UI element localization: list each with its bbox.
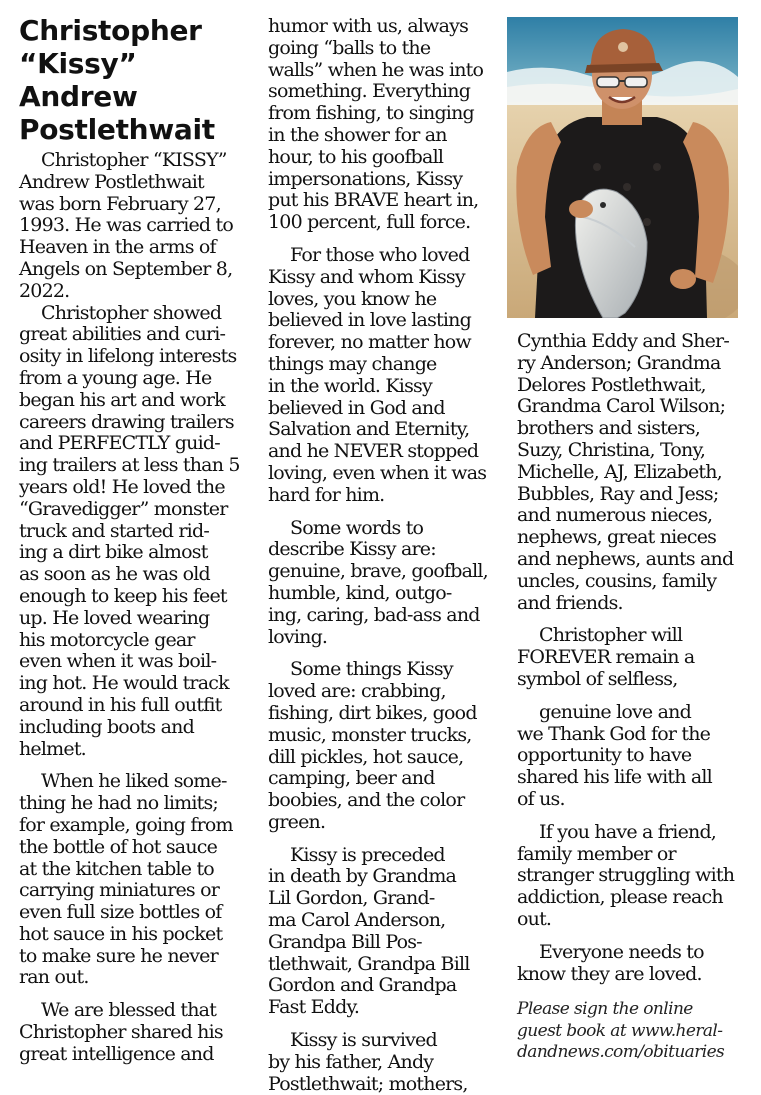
paragraph-blessed: We are blessed that Christopher shared his great intelligence and (19, 999, 223, 1065)
paragraph-loved: Everyone needs to know they are loved. (517, 940, 704, 985)
column-1 (19, 14, 251, 1066)
paragraph-loved-things: Some things Kissy loved are: crabbing, fishing, dirt bikes, good music, monster trucks, dill pickles, hot sauce, camping, beer and boobies, and the color green. (268, 658, 477, 833)
paragraph-abilities: Christopher showed great abilities and curi- osity in lifelong interests from a young age. He began his art and work careers drawing trailers and PERFECTLY guid- ing trailers at less than 5 years old! He loved the “Gravedigger” monster truck and started rid- ing a dirt bike almost as soon as he was old enough to keep his feet up. He loved wearing his motorcycle gear even when it was boil- ing hot. He would track around in his full outfit including boots and helmet. (19, 301, 240, 760)
paragraph-forever: Christopher will FOREVER remain a symbol of selfless, (517, 624, 695, 690)
obituary-headline: Christopher “Kissy” Andrew Postlethwait (19, 14, 215, 146)
paragraph-survivors: Cynthia Eddy and Sher- ry Anderson; Grandma Delores Postlethwait, Grandma Carol Wilson; brothers and sisters, Suzy, Christina, Tony, Michelle, AJ, Elizabeth, Bubbles, Ray and Jess; and numerous nieces, nephews, great nieces and nephews, aunts and uncles, cousins, family and friends. (517, 330, 734, 614)
paragraph-love: For those who loved Kissy and whom Kissy loves, you know he believed in love lasting forever, no matter how things may change in the world. Kissy believed in God and Salvation and Eternity, and he NEVER stopped loving, even when it was hard for him. (268, 243, 487, 506)
paragraph-survived: Kissy is survived by his father, Andy Postlethwait; mothers, (268, 1029, 468, 1095)
paragraph-birth: Christopher “KISSY” Andrew Postlethwait was born February 27, 1993. He was carried to Heaven in the arms of Angels on September 8, 2022. (19, 149, 233, 302)
portrait-photo (507, 17, 738, 318)
paragraph-humor: humor with us, always going “balls to the walls” when he was into something. Everything from fishing, to singing in the shower for an hour, to his goofball impersonations, Kissy put his BRAVE heart in, 100 percent, full force. (268, 15, 484, 234)
paragraph-thank-god: genuine love and we Thank God for the opportunity to have shared his life with all of us. (517, 700, 712, 810)
portrait-illustration (507, 17, 738, 318)
paragraph-preceded: Kissy is preceded in death by Grandma Lil Gordon, Grand- ma Carol Anderson, Grandpa Bill Pos- tlethwait, Grandpa Bill Gordon and Grandpa Fast Eddy. (268, 843, 470, 1019)
paragraph-addiction: If you have a friend, family member or stranger struggling with addiction, please reach out. (517, 820, 735, 930)
guest-book-note: Please sign the online guest book at www.heral- dandnews.com/obituaries (517, 999, 725, 1062)
paragraph-words: Some words to describe Kissy are: genuine, brave, goofball, humble, kind, outgo- ing, caring, bad-ass and loving. (268, 516, 488, 648)
paragraph-no-limits: When he liked some- thing he had no limits; for example, going from the bottle of hot sauce at the kitchen table to carrying miniatures or even full size bottles of hot sauce in his pocket to make sure he never ran out. (19, 770, 233, 989)
column-2 (268, 16, 496, 1095)
column-3 (517, 331, 749, 985)
